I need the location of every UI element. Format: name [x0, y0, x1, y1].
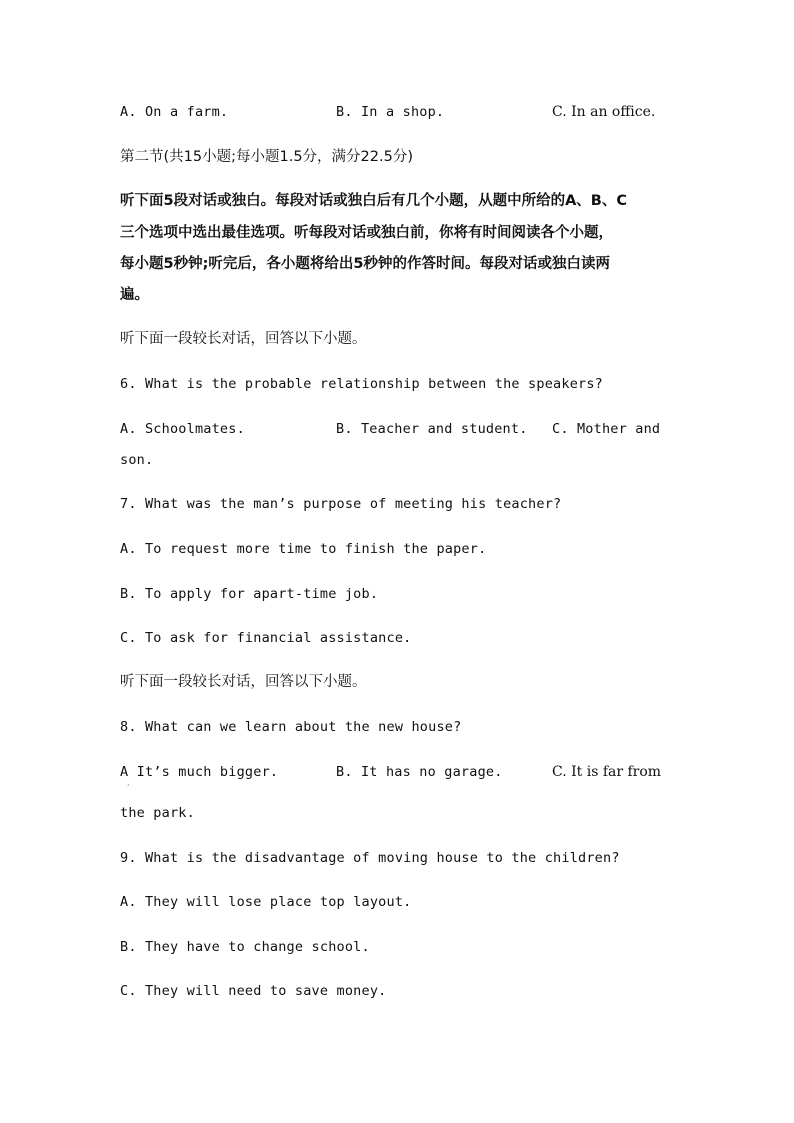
section2-heading: 第二节(共15小题;每小题1.5分，满分22.5分): [120, 149, 413, 165]
section2-instructions-line1: 听下面5段对话或独白。每段对话或独白后有几个小题，从题中所给的A、B、C: [120, 193, 628, 209]
q5-option-a: A. On a farm.: [120, 104, 229, 120]
stray-mark: ·: [127, 781, 130, 790]
q8-option-a: A It’s much bigger.: [120, 764, 279, 780]
q6-option-a: A. Schoolmates.: [120, 421, 245, 437]
dialogue2-intro: 听下面一段较长对话，回答以下小题。: [120, 674, 367, 690]
q7-option-b: B. To apply for apart-time job.: [120, 586, 379, 602]
q7-option-a: A. To request more time to finish the paper.: [120, 541, 487, 557]
section2-instructions-line2: 三个选项中选出最佳选项。听每段对话或独白前，你将有时间阅读各个小题，: [120, 225, 613, 241]
q8-option-c: C. It is far from: [552, 764, 662, 780]
q5-option-b: B. In a shop.: [336, 104, 445, 120]
q7-question: 7. What was the man’s purpose of meeting his teacher?: [120, 496, 562, 512]
q9-option-b: B. They have to change school.: [120, 939, 370, 955]
q8-option-b: B. It has no garage.: [336, 764, 503, 780]
q8-question: 8. What can we learn about the new house?: [120, 719, 462, 735]
q9-question: 9. What is the disadvantage of moving house to the children?: [120, 850, 620, 866]
dialogue1-intro: 听下面一段较长对话，回答以下小题。: [120, 331, 367, 347]
q6-question: 6. What is the probable relationship between the speakers?: [120, 376, 604, 392]
q7-option-c: C. To ask for financial assistance.: [120, 630, 412, 646]
section2-instructions-line3: 每小题5秒钟;听完后，各小题将给出5秒钟的作答时间。每段对话或独白读两: [120, 256, 610, 272]
q8-option-c-continued: the park.: [120, 805, 195, 821]
q6-option-c-continued: son.: [120, 452, 154, 468]
q5-option-c: C. In an office.: [552, 104, 656, 120]
q9-option-a: A. They will lose place top layout.: [120, 894, 412, 910]
q9-option-c: C. They will need to save money.: [120, 983, 387, 999]
q6-option-b: B. Teacher and student.: [336, 421, 528, 437]
section2-instructions-line4: 遍。: [120, 287, 149, 303]
q6-option-c: C. Mother and: [552, 421, 661, 437]
